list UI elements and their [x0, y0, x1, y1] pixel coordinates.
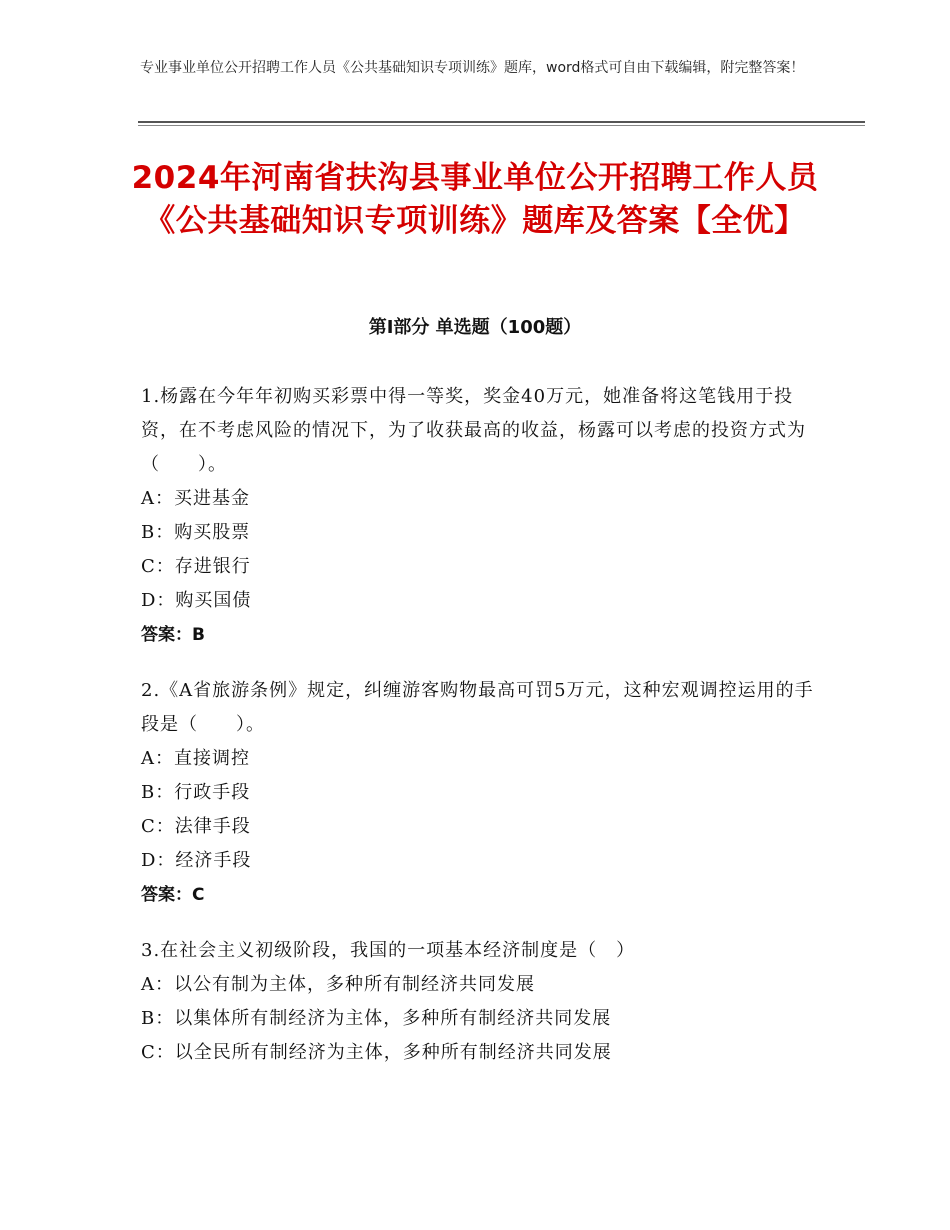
question-3	[141, 934, 816, 1070]
question-list	[141, 380, 816, 1092]
question-stem: 3.在社会主义初级阶段，我国的一项基本经济制度是（ ）	[141, 940, 636, 961]
question-1	[141, 380, 816, 652]
option-d: D：经济手段	[141, 850, 252, 871]
answer: 答案：C	[141, 885, 205, 905]
document-title: 2024年河南省扶沟县事业单位公开招聘工作人员《公共基础知识专项训练》题库及答案【全优】	[131, 160, 819, 239]
header-rule-thin	[138, 125, 865, 126]
option-a: A：以公有制为主体，多种所有制经济共同发展	[141, 974, 535, 995]
option-a: A：直接调控	[141, 748, 250, 769]
question-stem: 1.杨露在今年年初购买彩票中得一等奖，奖金40万元，她准备将这笔钱用于投资，在不考虑风险的情况下，为了收获最高的收益，杨露可以考虑的投资方式为（ ）。	[141, 386, 806, 475]
question-stem: 2.《A省旅游条例》规定，纠缠游客购物最高可罚5万元，这种宏观调控运用的手段是（ ）。	[141, 680, 814, 735]
option-c: C：以全民所有制经济为主体，多种所有制经济共同发展	[141, 1042, 612, 1063]
option-c: C：法律手段	[141, 816, 251, 837]
header-note: 专业事业单位公开招聘工作人员《公共基础知识专项训练》题库，word格式可自由下载编辑，附完整答案！	[140, 60, 805, 76]
option-c: C：存进银行	[141, 556, 251, 577]
header-rule-thick	[138, 121, 865, 123]
section-heading: 第Ⅰ部分 单选题（100题）	[368, 317, 582, 338]
option-b: B：以集体所有制经济为主体，多种所有制经济共同发展	[141, 1008, 612, 1029]
option-b: B：购买股票	[141, 522, 251, 543]
option-b: B：行政手段	[141, 782, 251, 803]
option-d: D：购买国债	[141, 590, 252, 611]
question-2	[141, 674, 816, 912]
option-a: A：买进基金	[141, 488, 250, 509]
answer: 答案：B	[141, 625, 205, 645]
